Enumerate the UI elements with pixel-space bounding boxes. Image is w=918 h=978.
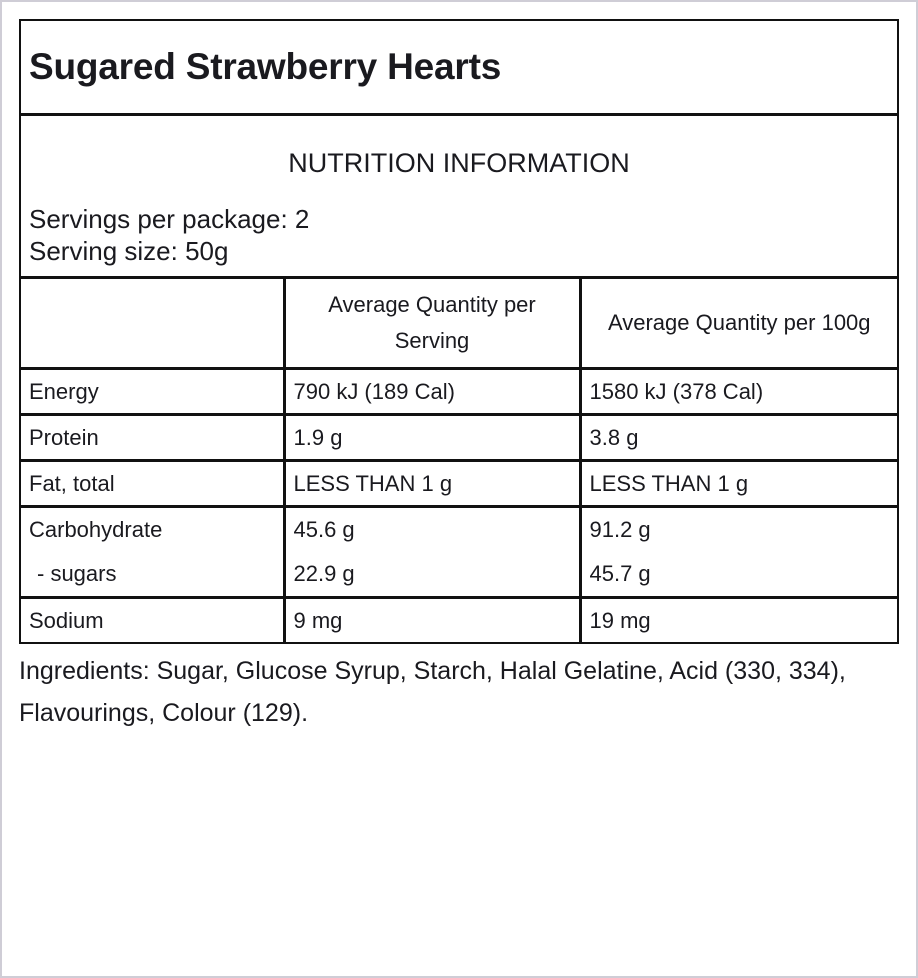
per-100g-value: 1580 kJ (378 Cal): [580, 369, 897, 415]
nutrient-name: Energy: [21, 369, 284, 415]
nutrition-info-section: [21, 116, 897, 279]
table-row-fat: [21, 461, 897, 507]
header-per-100g: Average Quantity per 100g: [580, 279, 897, 369]
product-title: Sugared Strawberry Hearts: [29, 46, 502, 87]
sub-nutrient-name: - sugars: [37, 561, 117, 586]
per-serving-value: 1.9 g: [284, 415, 580, 461]
serving-size: Serving size: 50g: [29, 236, 229, 266]
nutrition-label: [19, 19, 899, 644]
per-100g-value: 3.8 g: [580, 415, 897, 461]
per-serving-value: 790 kJ (189 Cal): [284, 369, 580, 415]
per-serving-value: LESS THAN 1 g: [284, 461, 580, 507]
header-nutrient: [21, 279, 284, 369]
table-row-protein: [21, 415, 897, 461]
per-100g-cell: [580, 507, 897, 598]
nutrient-name-cell: [21, 507, 284, 598]
header-per-serving: Average Quantity per Serving: [284, 279, 580, 369]
per-100g-value: LESS THAN 1 g: [580, 461, 897, 507]
nutrient-name: Protein: [21, 415, 284, 461]
table-row-sodium: [21, 598, 897, 643]
nutrient-name: Sodium: [21, 598, 284, 643]
nutrient-name: Carbohydrate: [29, 517, 163, 542]
nutrition-heading: NUTRITION INFORMATION: [288, 148, 630, 178]
sub-per-100g-value: 45.7 g: [589, 561, 651, 586]
sub-per-serving-value: 22.9 g: [293, 561, 355, 586]
table-row-carbohydrate: [21, 507, 897, 598]
ingredients-text: Ingredients: Sugar, Glucose Syrup, Starch, Halal Gelatine, Acid (330, 334), Flavourings, Colour (129).: [19, 657, 846, 727]
table-header-row: [21, 279, 897, 369]
nutrient-name: Fat, total: [21, 461, 284, 507]
per-serving-value: 45.6 g: [293, 517, 355, 542]
table-row-energy: [21, 369, 897, 415]
servings-per-package: Servings per package: 2: [29, 204, 310, 234]
per-100g-value: 91.2 g: [589, 517, 651, 542]
per-serving-value: 9 mg: [284, 598, 580, 643]
per-100g-value: 19 mg: [580, 598, 897, 643]
nutrition-table: [21, 279, 897, 642]
per-serving-cell: [284, 507, 580, 598]
title-row: [21, 21, 897, 116]
